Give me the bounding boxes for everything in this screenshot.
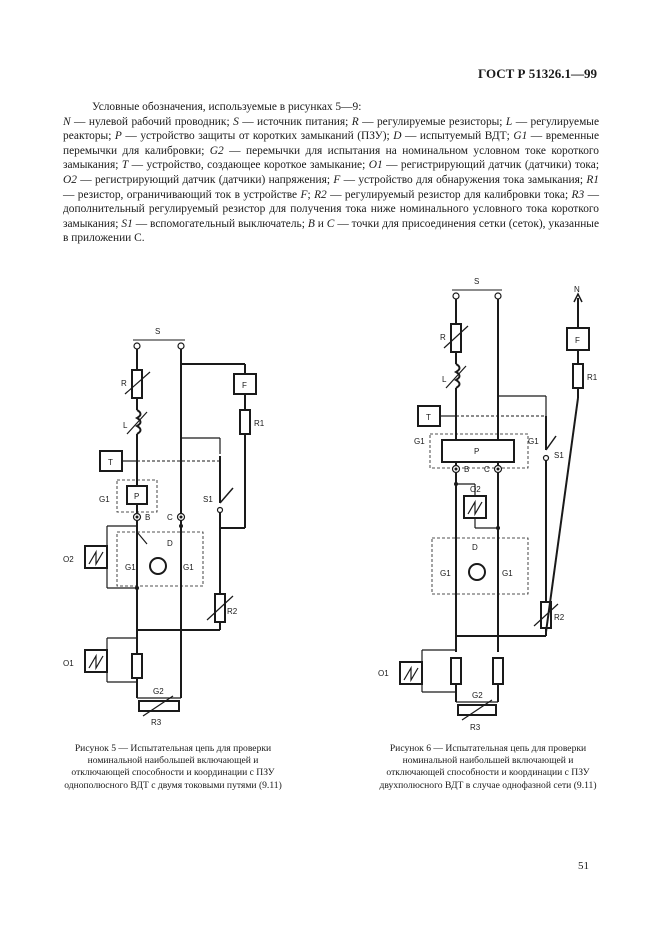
legend-definition: — регулируемые резисторы; bbox=[358, 115, 506, 128]
figure-5-caption: Рисунок 5 — Испытательная цепь для проверки номинальной наибольшей включающей и отключающей способности и координации с ПЗУ однополюсного ВДТ с двумя токовыми путями (9.11) bbox=[64, 743, 282, 791]
legend-definition: — временные перемычки для калибровки; bbox=[63, 130, 600, 157]
fig5-label-G2: G2 bbox=[153, 687, 164, 696]
legend-definition: — регистрирующий датчик (датчики) напряжения; bbox=[76, 173, 334, 186]
fig5-label-T: T bbox=[108, 458, 113, 467]
legend-symbol: S bbox=[233, 115, 239, 128]
legend-items bbox=[63, 116, 599, 245]
legend-definition: — регистрирующий датчик (датчики) тока; bbox=[382, 159, 599, 172]
legend-symbol: O2 bbox=[63, 173, 77, 186]
legend-symbol: O1 bbox=[368, 159, 383, 172]
fig5-label-G1: G1 bbox=[99, 495, 110, 504]
fig6-label-R2: R2 bbox=[554, 613, 565, 622]
legend-symbol: R1 bbox=[586, 173, 599, 186]
fig6-label-G1: G1 bbox=[414, 437, 425, 446]
figure-5 bbox=[55, 318, 305, 728]
fig6-label-L: L bbox=[442, 375, 447, 384]
fig6-label-S1: S1 bbox=[554, 451, 564, 460]
fig6-label-G1b: G1 bbox=[502, 569, 513, 578]
legend-symbol: R2 bbox=[314, 188, 327, 201]
legend-definition: ; bbox=[307, 188, 315, 201]
legend-symbol: T bbox=[121, 159, 129, 172]
fig6-label-C: C bbox=[484, 465, 490, 474]
fig5-label-S: S bbox=[155, 327, 161, 336]
fig6-label-N: N bbox=[574, 285, 580, 294]
fig6-label-B: B bbox=[464, 465, 470, 474]
legend-lead: Условные обозначения, используемые в рисунках 5—9: bbox=[92, 101, 362, 113]
legend-definition: и bbox=[314, 217, 327, 230]
legend-definition: — устройство для обнаружения тока замыкания; bbox=[340, 173, 587, 186]
fig6-label-G1a: G1 bbox=[440, 569, 451, 578]
fig5-label-P: P bbox=[134, 492, 140, 501]
fig5-label-O2: O2 bbox=[63, 555, 74, 564]
fig6-label-S: S bbox=[474, 277, 480, 286]
legend-symbol: F bbox=[333, 173, 341, 186]
fig6-label-T: T bbox=[426, 413, 431, 422]
fig5-label-D: D bbox=[167, 539, 173, 548]
legend-definition: — регулируемые реакторы; bbox=[63, 115, 600, 143]
legend-symbol: P bbox=[114, 130, 122, 143]
fig5-label-F: F bbox=[242, 381, 247, 390]
legend-definition: — вспомогательный выключатель; bbox=[132, 217, 308, 230]
fig6-label-G1r: G1 bbox=[528, 437, 539, 446]
fig5-label-L: L bbox=[123, 421, 128, 430]
fig5-label-R1: R1 bbox=[254, 419, 265, 428]
page-number: 51 bbox=[578, 860, 589, 872]
legend-symbol: D bbox=[393, 130, 402, 143]
fig5-label-O1: O1 bbox=[63, 659, 74, 668]
fig5-label-R: R bbox=[121, 379, 127, 388]
fig5-label-G1b: G1 bbox=[183, 563, 194, 572]
fig6-label-O2: O2 bbox=[470, 485, 481, 494]
legend-symbol: S1 bbox=[121, 217, 133, 230]
fig5-label-G1a: G1 bbox=[125, 563, 136, 572]
legend-definition: — устройство защиты от коротких замыканий (ПЗУ); bbox=[121, 130, 394, 143]
legend-symbol: L bbox=[505, 115, 513, 128]
figure-5-schematic bbox=[55, 318, 305, 728]
legend-symbol: G1 bbox=[513, 130, 528, 143]
fig5-label-R2: R2 bbox=[227, 607, 238, 616]
fig6-label-P: P bbox=[474, 447, 480, 456]
fig5-label-S1: S1 bbox=[203, 495, 213, 504]
legend-definition: — резистор, ограничивающий ток в устройстве bbox=[63, 188, 301, 201]
legend-symbol: F bbox=[300, 188, 308, 201]
fig6-label-D: D bbox=[472, 543, 478, 552]
figure-6-caption: Рисунок 6 — Испытательная цепь для проверки номинальной наибольшей включающей и отключающей способности и координации с ПЗУ двухполюсного ВДТ в случае однофазной сети (9.11) bbox=[379, 743, 597, 791]
legend-definition: — регулируемый резистор для калибровки тока; bbox=[326, 188, 572, 201]
fig5-label-C: C bbox=[167, 513, 173, 522]
figure-6-schematic bbox=[360, 272, 620, 742]
legend-definition: — испытуемый ВДТ; bbox=[401, 130, 514, 143]
legend-symbol: C bbox=[326, 217, 335, 230]
legend-definition: — нулевой рабочий проводник; bbox=[70, 115, 234, 128]
fig5-label-B: B bbox=[145, 513, 151, 522]
legend-definition: — устройство, создающее короткое замыкание; bbox=[128, 159, 369, 172]
legend-definition: — перемычки для испытания на номинальном условном токе короткого замыкания; bbox=[63, 144, 599, 172]
fig5-label-R3: R3 bbox=[151, 718, 162, 727]
figure-6 bbox=[360, 272, 620, 742]
legend-symbol: G2 bbox=[209, 144, 224, 157]
legend-symbol: N bbox=[63, 115, 71, 128]
fig6-label-G2: G2 bbox=[472, 691, 483, 700]
standard-code: ГОСТ Р 51326.1—99 bbox=[478, 66, 597, 81]
legend-definition: — источник питания; bbox=[238, 115, 352, 128]
legend-definition: — дополнительный регулируемый резистор для получения тока ниже номинального условного тока короткого замыкания; bbox=[63, 188, 599, 230]
legend-symbol: B bbox=[307, 217, 315, 230]
fig6-label-O1: O1 bbox=[378, 669, 389, 678]
legend-symbol: R bbox=[351, 115, 359, 128]
legend-paragraph bbox=[63, 100, 599, 246]
legend-symbol: R3 bbox=[571, 188, 585, 201]
fig6-label-R3: R3 bbox=[470, 723, 481, 732]
fig6-label-F: F bbox=[575, 336, 580, 345]
fig6-label-R: R bbox=[440, 333, 446, 342]
legend-definition: — точки для присоединения сетки (сеток), указанные в приложении С. bbox=[63, 217, 599, 245]
fig6-label-R1: R1 bbox=[587, 373, 598, 382]
